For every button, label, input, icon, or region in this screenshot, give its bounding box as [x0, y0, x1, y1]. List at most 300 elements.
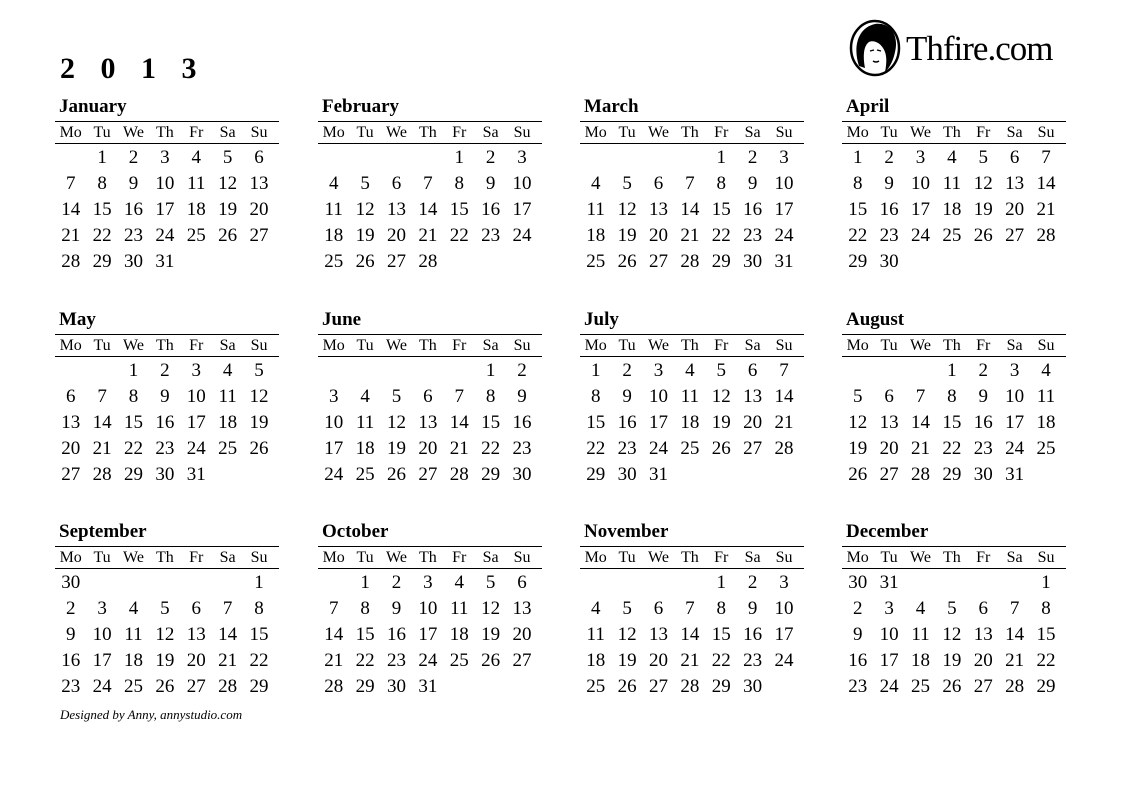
day-cell: 8: [716, 598, 726, 619]
weekday-label: Su: [250, 337, 268, 354]
weekday-label: We: [123, 337, 144, 354]
day-cell: [212, 570, 243, 596]
day-cell: 28: [1005, 676, 1025, 697]
weekday-label: Sa: [744, 337, 761, 354]
day-cell: 1: [716, 147, 726, 168]
weekday-header: [842, 546, 1066, 569]
day-cell: 22: [355, 650, 375, 671]
weekday-label: Mo: [59, 124, 82, 141]
day-cell: 24: [186, 438, 206, 459]
day-cell: 27: [386, 251, 406, 272]
day-cell: 21: [910, 438, 930, 459]
day-cell: 28: [774, 438, 794, 459]
day-cell: 3: [517, 147, 527, 168]
day-cell: 30: [743, 676, 763, 697]
day-cell: 18: [186, 199, 206, 220]
day-cell: 22: [711, 225, 731, 246]
day-cell: 1: [716, 572, 726, 593]
day-cell: 6: [254, 147, 264, 168]
month-name: June: [322, 309, 362, 330]
weekday-label: We: [910, 337, 931, 354]
day-cell: 5: [485, 572, 496, 593]
day-cell: 14: [910, 412, 930, 433]
weekday-label: Th: [418, 337, 437, 354]
day-cell: 6: [747, 360, 758, 381]
day-cell: 13: [512, 598, 532, 619]
day-cell: 1: [254, 572, 264, 593]
day-cell: 31: [155, 251, 175, 272]
weekday-label: Th: [942, 337, 961, 354]
day-cell: 12: [617, 199, 637, 220]
day-cell: 5: [716, 360, 726, 381]
day-cell: 21: [418, 225, 438, 246]
month-name: January: [59, 96, 127, 117]
day-cell: 7: [685, 173, 695, 194]
weekday-label: Fr: [452, 337, 467, 354]
day-cell: 26: [848, 464, 868, 485]
day-cell: 19: [848, 438, 868, 459]
day-cell: 30: [155, 464, 175, 485]
weekday-label: Su: [1037, 549, 1055, 566]
weekday-label: Sa: [1006, 124, 1023, 141]
day-cell: 14: [61, 199, 81, 220]
day-cell: 21: [61, 225, 81, 246]
month-name: October: [322, 521, 389, 542]
day-cell: 4: [222, 360, 233, 381]
day-cell: 5: [978, 147, 988, 168]
day-cell: 6: [653, 173, 664, 194]
day-cell: 7: [685, 598, 695, 619]
day-cell: 5: [852, 386, 863, 407]
day-cell: 10: [774, 173, 794, 194]
day-cell: 8: [454, 173, 464, 194]
day-cell: 24: [92, 676, 112, 697]
day-cell: 29: [481, 464, 501, 485]
day-cell: 14: [418, 199, 438, 220]
day-cell: 14: [92, 412, 112, 433]
day-cell: 23: [743, 225, 763, 246]
day-cell: 12: [973, 173, 993, 194]
day-cell: [86, 570, 117, 596]
weekday-label: Tu: [618, 124, 636, 141]
weekday-label: Th: [680, 124, 699, 141]
day-cell: [905, 570, 936, 596]
day-cell: 28: [61, 251, 81, 272]
day-cell: 21: [449, 438, 469, 459]
day-cell: 28: [92, 464, 112, 485]
weekday-label: Sa: [1006, 337, 1023, 354]
day-cell: 27: [648, 251, 668, 272]
day-cell: 27: [249, 225, 269, 246]
day-grid: [55, 357, 279, 488]
day-cell: 31: [648, 464, 668, 485]
day-cell: 22: [249, 650, 269, 671]
day-cell: 3: [191, 360, 201, 381]
day-cell: 29: [355, 676, 375, 697]
day-cell: 3: [915, 147, 926, 168]
day-cell: 4: [590, 173, 601, 194]
day-cell: 16: [123, 199, 143, 220]
day-cell: [444, 358, 475, 384]
day-cell: 14: [680, 199, 700, 220]
day-cell: 8: [590, 386, 601, 407]
day-cell: 10: [92, 624, 112, 645]
weekday-label: We: [386, 549, 407, 566]
day-cell: 16: [155, 412, 175, 433]
day-cell: 11: [586, 199, 605, 220]
day-cell: 16: [743, 624, 763, 645]
day-cell: 20: [386, 225, 406, 246]
day-cell: 13: [648, 199, 668, 220]
day-cell: 12: [711, 386, 731, 407]
day-cell: 9: [517, 386, 527, 407]
day-cell: [674, 570, 705, 596]
month-block-july: [580, 308, 804, 488]
weekday-label: Mo: [846, 337, 869, 354]
day-cell: [905, 358, 936, 384]
day-grid: [318, 569, 542, 700]
day-cell: 17: [648, 412, 668, 433]
day-cell: 1: [360, 572, 370, 593]
day-cell: 10: [879, 624, 899, 645]
day-cell: 13: [386, 199, 406, 220]
day-grid: [842, 357, 1066, 488]
weekday-header: [842, 121, 1066, 144]
day-cell: 20: [186, 650, 206, 671]
weekday-label: Fr: [189, 337, 204, 354]
weekday-label: Th: [155, 337, 174, 354]
day-cell: 9: [128, 173, 139, 194]
day-cell: 15: [942, 412, 962, 433]
day-cell: 23: [848, 676, 868, 697]
day-cell: 15: [711, 624, 731, 645]
day-cell: 30: [386, 676, 406, 697]
day-cell: 22: [848, 225, 868, 246]
day-cell: 25: [586, 251, 606, 272]
day-cell: 1: [485, 360, 496, 381]
weekday-label: Tu: [93, 337, 111, 354]
day-cell: 14: [449, 412, 469, 433]
weekday-label: Sa: [1006, 549, 1023, 566]
weekday-label: Su: [1037, 124, 1055, 141]
day-cell: 21: [218, 650, 238, 671]
day-cell: 9: [622, 386, 632, 407]
weekday-label: Sa: [482, 337, 499, 354]
day-cell: 19: [973, 199, 993, 220]
weekday-label: Mo: [846, 549, 869, 566]
day-cell: 24: [648, 438, 668, 459]
day-cell: 13: [186, 624, 206, 645]
day-cell: [86, 358, 117, 384]
day-cell: 25: [449, 650, 469, 671]
day-cell: 12: [848, 412, 868, 433]
day-cell: 11: [324, 199, 343, 220]
month-block-april: [842, 95, 1066, 275]
day-cell: 2: [128, 147, 139, 168]
day-cell: 19: [249, 412, 269, 433]
day-cell: [674, 145, 705, 171]
day-cell: 14: [1036, 173, 1056, 194]
weekday-label: Mo: [59, 549, 82, 566]
day-cell: 25: [218, 438, 238, 459]
day-cell: 18: [123, 650, 143, 671]
day-cell: 11: [911, 624, 930, 645]
day-cell: 26: [973, 225, 993, 246]
weekday-label: Su: [513, 337, 531, 354]
day-cell: 20: [648, 225, 668, 246]
day-cell: 6: [653, 598, 664, 619]
day-cell: 30: [973, 464, 993, 485]
day-cell: 10: [648, 386, 668, 407]
day-cell: 2: [852, 598, 863, 619]
day-cell: 17: [774, 199, 794, 220]
month-name: April: [846, 96, 890, 117]
day-cell: 6: [517, 572, 527, 593]
weekday-label: Th: [418, 549, 437, 566]
weekday-label: Tu: [618, 337, 636, 354]
day-cell: 4: [685, 360, 695, 381]
day-cell: 13: [418, 412, 438, 433]
day-cell: [643, 145, 674, 171]
day-cell: 30: [512, 464, 532, 485]
day-cell: 23: [481, 225, 501, 246]
day-cell: 19: [617, 225, 637, 246]
day-cell: 16: [386, 624, 406, 645]
day-cell: [611, 145, 642, 171]
day-cell: 30: [879, 251, 899, 272]
day-cell: 17: [324, 438, 344, 459]
day-cell: 29: [1036, 676, 1056, 697]
day-cell: 3: [653, 360, 664, 381]
day-cell: 12: [249, 386, 269, 407]
weekday-label: Tu: [356, 337, 374, 354]
day-cell: 26: [218, 225, 238, 246]
day-cell: 20: [973, 650, 993, 671]
day-grid: [55, 144, 279, 275]
day-cell: 9: [65, 624, 76, 645]
day-cell: 5: [391, 386, 402, 407]
day-cell: 15: [586, 412, 606, 433]
day-cell: 31: [774, 251, 794, 272]
day-cell: 31: [879, 572, 899, 593]
day-grid: [580, 144, 804, 275]
day-cell: 6: [423, 386, 433, 407]
day-cell: 26: [617, 676, 637, 697]
day-cell: 20: [512, 624, 532, 645]
weekday-header: [842, 334, 1066, 357]
day-cell: 15: [1036, 624, 1056, 645]
month-name: August: [846, 309, 905, 330]
day-cell: 24: [879, 676, 899, 697]
day-cell: 28: [1036, 225, 1056, 246]
day-cell: 17: [186, 412, 206, 433]
woman-portrait-icon: [849, 18, 903, 78]
day-cell: 29: [92, 251, 112, 272]
day-cell: 23: [123, 225, 143, 246]
day-cell: 23: [743, 650, 763, 671]
weekday-label: Su: [775, 549, 793, 566]
weekday-label: We: [386, 124, 407, 141]
weekday-label: Su: [250, 549, 268, 566]
weekday-label: We: [648, 549, 669, 566]
day-cell: 17: [910, 199, 930, 220]
day-cell: 26: [711, 438, 731, 459]
weekday-label: Th: [155, 124, 174, 141]
day-cell: 22: [711, 650, 731, 671]
day-cell: 31: [186, 464, 206, 485]
day-cell: 6: [391, 173, 402, 194]
day-cell: 9: [852, 624, 863, 645]
day-cell: 12: [386, 412, 406, 433]
month-name: December: [846, 521, 929, 542]
day-cell: [580, 145, 611, 171]
day-cell: 30: [743, 251, 763, 272]
weekday-label: Tu: [93, 549, 111, 566]
day-cell: [412, 145, 443, 171]
day-cell: 10: [155, 173, 175, 194]
day-cell: 18: [355, 438, 375, 459]
day-cell: 1: [128, 360, 139, 381]
day-cell: [381, 358, 412, 384]
day-cell: 4: [454, 572, 464, 593]
day-cell: 17: [879, 650, 899, 671]
day-cell: 2: [978, 360, 988, 381]
day-cell: 6: [1009, 147, 1020, 168]
day-cell: 5: [160, 598, 170, 619]
day-cell: 10: [324, 412, 344, 433]
day-cell: 19: [355, 225, 375, 246]
day-cell: 2: [622, 360, 632, 381]
day-grid: [842, 144, 1066, 275]
day-cell: 20: [61, 438, 81, 459]
day-cell: 16: [61, 650, 81, 671]
day-cell: 23: [617, 438, 637, 459]
weekday-label: Th: [942, 549, 961, 566]
weekday-label: Tu: [93, 124, 111, 141]
month-block-august: [842, 308, 1066, 488]
day-cell: 10: [186, 386, 206, 407]
day-cell: 5: [222, 147, 233, 168]
day-cell: 22: [123, 438, 143, 459]
weekday-label: We: [386, 337, 407, 354]
weekday-header: [55, 121, 279, 144]
weekday-label: Th: [680, 549, 699, 566]
day-cell: 23: [973, 438, 993, 459]
day-cell: 4: [947, 147, 957, 168]
day-cell: 7: [222, 598, 233, 619]
day-cell: 24: [774, 650, 794, 671]
day-cell: 25: [186, 225, 206, 246]
day-cell: 16: [481, 199, 501, 220]
day-cell: 5: [360, 173, 370, 194]
day-cell: 4: [128, 598, 139, 619]
day-cell: 26: [355, 251, 375, 272]
weekday-label: Mo: [584, 124, 607, 141]
weekday-label: Fr: [452, 549, 467, 566]
weekday-label: Mo: [584, 337, 607, 354]
day-cell: [968, 570, 999, 596]
weekday-header: [318, 121, 542, 144]
day-cell: 2: [485, 147, 496, 168]
day-cell: 28: [218, 676, 238, 697]
weekday-label: Su: [513, 124, 531, 141]
weekday-label: Fr: [976, 337, 991, 354]
weekday-label: Tu: [356, 549, 374, 566]
day-cell: 25: [586, 676, 606, 697]
weekday-label: Sa: [482, 124, 499, 141]
weekday-label: Th: [680, 337, 699, 354]
weekday-label: Fr: [189, 124, 204, 141]
day-cell: 20: [648, 650, 668, 671]
month-block-october: [318, 520, 542, 700]
day-cell: 11: [586, 624, 605, 645]
day-cell: 23: [879, 225, 899, 246]
day-cell: 24: [1005, 438, 1025, 459]
day-cell: [580, 570, 611, 596]
day-cell: 11: [355, 412, 375, 433]
day-cell: 2: [65, 598, 76, 619]
weekday-header: [55, 546, 279, 569]
weekday-label: Tu: [880, 337, 898, 354]
day-cell: 24: [418, 650, 438, 671]
weekday-label: Th: [155, 549, 174, 566]
day-cell: 18: [218, 412, 238, 433]
day-cell: 7: [328, 598, 339, 619]
day-cell: 12: [355, 199, 375, 220]
day-cell: 29: [249, 676, 269, 697]
day-cell: 20: [743, 412, 763, 433]
day-cell: 11: [450, 598, 469, 619]
day-cell: 9: [884, 173, 894, 194]
site-logo: [849, 18, 1052, 78]
day-cell: 24: [155, 225, 175, 246]
day-cell: [318, 145, 349, 171]
month-block-december: [842, 520, 1066, 700]
day-cell: 27: [418, 464, 438, 485]
day-cell: [349, 358, 380, 384]
day-cell: 8: [852, 173, 863, 194]
weekday-header: [580, 334, 804, 357]
weekday-label: Tu: [618, 549, 636, 566]
day-cell: 8: [360, 598, 370, 619]
day-cell: 20: [879, 438, 899, 459]
day-cell: 17: [774, 624, 794, 645]
day-cell: 27: [512, 650, 532, 671]
day-cell: 6: [191, 598, 201, 619]
day-cell: 22: [586, 438, 606, 459]
weekday-label: Mo: [322, 549, 345, 566]
day-cell: 25: [910, 676, 930, 697]
day-cell: [349, 145, 380, 171]
day-cell: 25: [355, 464, 375, 485]
weekday-label: Fr: [714, 124, 729, 141]
day-cell: 12: [155, 624, 175, 645]
day-grid: [318, 144, 542, 275]
day-cell: 7: [779, 360, 789, 381]
day-cell: 4: [360, 386, 370, 407]
day-cell: 26: [249, 438, 269, 459]
month-block-november: [580, 520, 804, 700]
month-name: November: [584, 521, 669, 542]
day-cell: 28: [449, 464, 469, 485]
day-cell: 21: [680, 650, 700, 671]
day-cell: 24: [774, 225, 794, 246]
day-cell: 22: [942, 438, 962, 459]
day-cell: 20: [249, 199, 269, 220]
day-cell: 24: [324, 464, 344, 485]
day-cell: [118, 570, 149, 596]
day-cell: 13: [743, 386, 763, 407]
